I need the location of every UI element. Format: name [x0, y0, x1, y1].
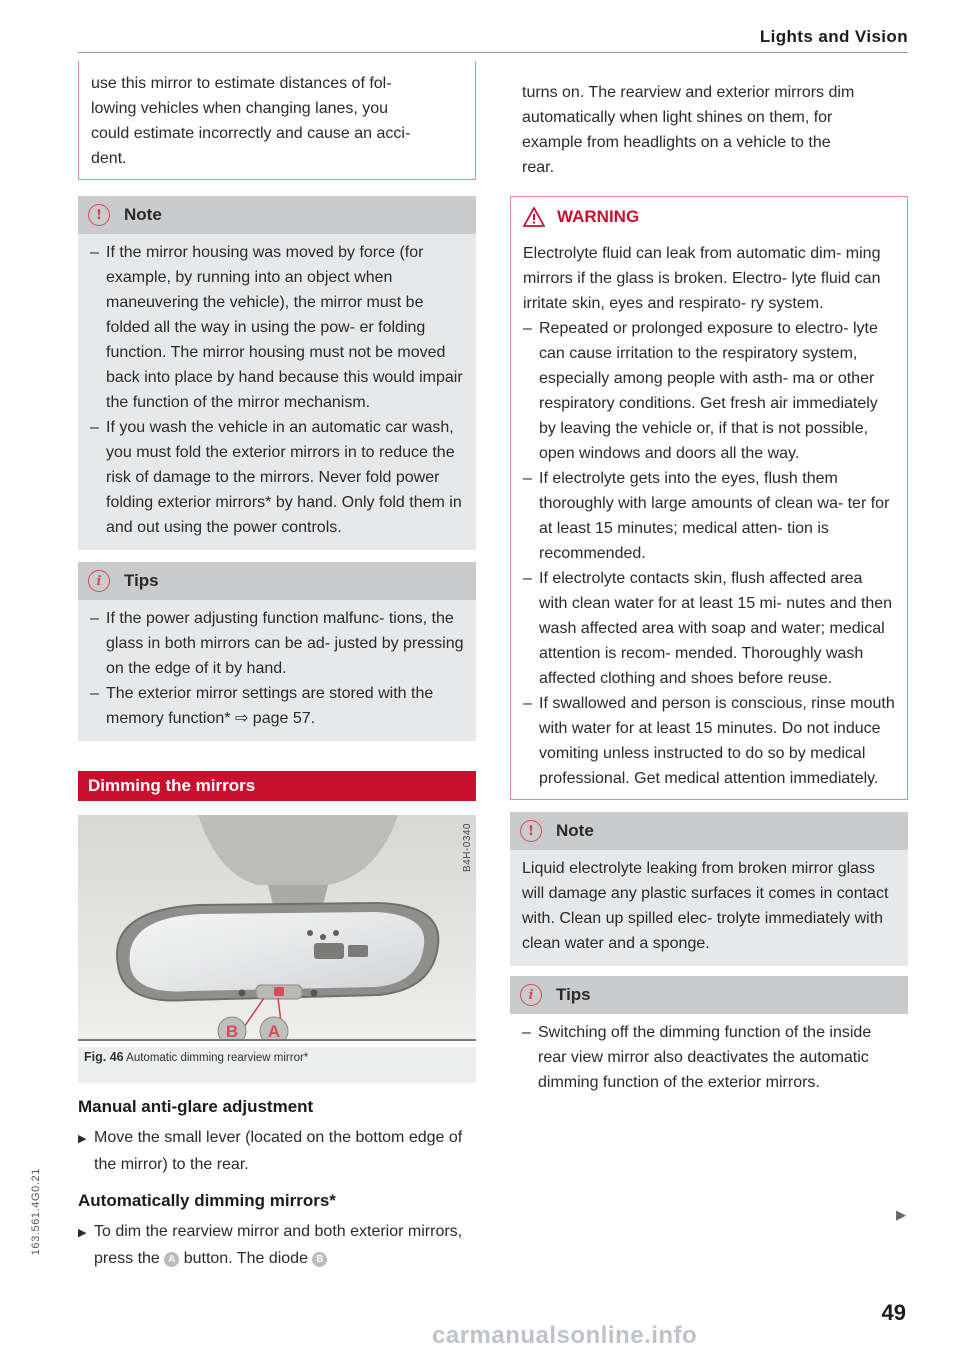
note-text: Liquid electrolyte leaking from broken mirror glass will damage any plastic surfaces it comes in contact with. Clean up spilled elec- trolyte immediately with clean water and a sponge. [522, 860, 889, 952]
continue-triangle-icon: ▶ [896, 1207, 906, 1222]
tips-body [510, 1014, 908, 1105]
note-title: Note [124, 205, 162, 224]
figure-caption [78, 1047, 476, 1083]
auto-dimming-heading: Automatically dimming mirrors* [78, 1191, 336, 1210]
list-item: – If you wash the vehicle in an automatic car wash, you must fold the exterior mirrors in to reduce the risk of damage to the mirrors. Never fold power folding exterior mirrors* by hand. Only fold them in and out using the power controls. [90, 419, 462, 536]
tips-header [510, 976, 908, 1014]
figure-number: Fig. 46 [84, 1050, 124, 1064]
callout-b-icon: B [312, 1252, 327, 1267]
intro-line: use this mirror to estimate distances of fol- [91, 75, 392, 92]
note-body [510, 850, 908, 966]
document-code: 163.561.4G0.21 [30, 1168, 42, 1256]
list-item: – If the mirror housing was moved by force (for example, by running into an object when maneuvering the vehicle), the mirror must be folded all the way in using the pow- er folding function. The mirror housing must not be moved back into place by hand because this would impair the function of the mirror mechanism. [90, 244, 463, 411]
intro-line: turns on. The rearview and exterior mirrors dim [522, 84, 855, 101]
watermark: carmanualsonline.info [432, 1322, 698, 1349]
warning-header [510, 196, 908, 237]
page-number: 49 [881, 1300, 906, 1325]
rearview-mirror-illustration [78, 815, 476, 1039]
callout-a: A [267, 1022, 281, 1039]
note-body [78, 234, 476, 550]
tips-body [78, 600, 476, 741]
warning-title: WARNING [557, 207, 640, 226]
list-item: – If the power adjusting function malfunc- tions, the glass in both mirrors can be ad- justed by pressing on the edge of it by hand. [90, 610, 464, 677]
step-arrow-icon: ▶ [78, 1133, 87, 1145]
note-title: Note [556, 821, 594, 840]
dimming-section-heading: Dimming the mirrors [78, 771, 476, 801]
left-column [78, 70, 476, 1271]
intro-line: dent. [91, 150, 127, 167]
intro-line: automatically when light shines on them, for [522, 109, 833, 126]
tips-title: Tips [124, 571, 159, 590]
header-rule [78, 52, 908, 53]
note-box [510, 812, 908, 966]
note-header [78, 196, 476, 234]
step-arrow-icon: ▶ [78, 1227, 87, 1239]
callout-a-icon: A [164, 1252, 179, 1267]
list-item: – The exterior mirror settings are stored with the memory function* ⇨ page 57. [90, 685, 434, 727]
auto-dimming-step: ▶ To dim the rearview mirror and both exterior mirrors, press the A button. The diode B [78, 1223, 463, 1267]
tips-box [510, 976, 908, 1105]
tips-title: Tips [556, 985, 591, 1004]
intro-line: rear. [522, 159, 555, 176]
exclamation-circle-icon: ! [520, 820, 542, 842]
warning-triangle-icon [523, 207, 545, 227]
rearview-mirror-figure [78, 815, 476, 1041]
figure-caption-text: Automatic dimming rearview mirror* [126, 1052, 309, 1064]
section-title: Lights and Vision [759, 27, 908, 46]
exclamation-circle-icon: ! [88, 204, 110, 226]
intro-line: could estimate incorrectly and cause an acci- [91, 125, 411, 142]
list-item: – If electrolyte gets into the eyes, flush them thoroughly with large amounts of clean wa- ter for at least 15 minutes; medical atten- tion is recommended. [523, 470, 890, 562]
right-column [510, 70, 908, 1105]
figure-code: B4H-0340 [462, 823, 473, 873]
list-item: – If electrolyte contacts skin, flush affected area with clean water for at least 15 mi- nutes and then wash affected area with soap and water; medical attention is recom- mended. Thoroughly wash affected clothing and shoes before reuse. [523, 570, 893, 687]
warning-body [510, 237, 908, 800]
note-box [78, 196, 476, 550]
manual-antiglare-heading: Manual anti-glare adjustment [78, 1097, 314, 1116]
warning-continuation-box [78, 61, 476, 180]
list-item: – Switching off the dimming function of the inside rear view mirror also deactivates the automatic dimming function of the exterior mirrors. [522, 1024, 872, 1091]
note-header [510, 812, 908, 850]
list-item: – Repeated or prolonged exposure to electro- lyte can cause irritation to the respiratory system, especially among people with asth- ma or other respiratory conditions. Get fresh air immediately by leaving the vehicle or, if that is not possible, open windows and doors all the way. [523, 320, 878, 462]
intro-line: example from headlights on a vehicle to the [522, 134, 831, 151]
right-intro [510, 70, 908, 180]
list-item: – If swallowed and person is conscious, rinse mouth with water for at least 15 minutes. Do not induce vomiting unless instructed to do so by medical professional. Get medical attention immediately. [523, 695, 895, 787]
warning-lead: Electrolyte fluid can leak from automatic dim- ming mirrors if the glass is broken. Electro- lyte fluid can irritate skin, eyes and respirato- ry system. [523, 245, 881, 312]
tips-box [78, 562, 476, 741]
info-circle-icon: i [88, 570, 110, 592]
callout-b: B [225, 1022, 239, 1039]
manual-antiglare-step: ▶ Move the small lever (located on the bottom edge of the mirror) to the rear. [78, 1129, 463, 1173]
tips-header [78, 562, 476, 600]
info-circle-icon: i [520, 984, 542, 1006]
intro-line: lowing vehicles when changing lanes, you [91, 100, 389, 117]
